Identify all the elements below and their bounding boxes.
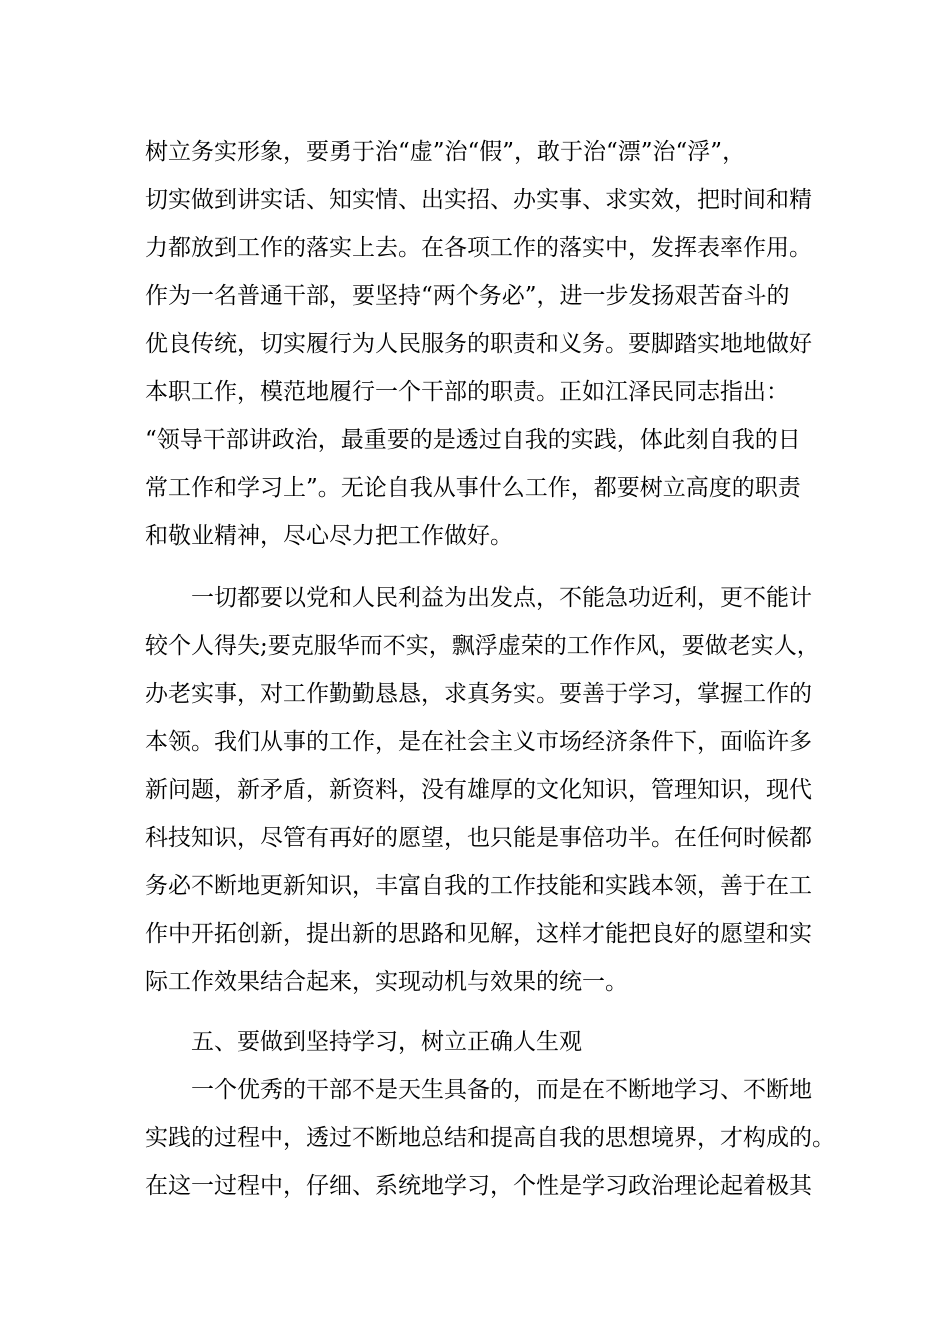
paragraph-start-line: 一个优秀的干部不是天生具备的，而是在不断地学习、不断地 bbox=[191, 1077, 812, 1103]
text-line: 较个人得失;要克服华而不实，飘浮虚荣的工作作风，要做老实人， bbox=[145, 633, 820, 659]
text-line: 优良传统，切实履行为人民服务的职责和义务。要脚踏实地地做好 bbox=[145, 331, 812, 357]
text-line: 和敬业精神，尽心尽力把工作做好。 bbox=[145, 523, 513, 549]
text-line: 本领。我们从事的工作，是在社会主义市场经济条件下，面临许多 bbox=[145, 729, 812, 755]
section-heading: 五、要做到坚持学习，树立正确人生观 bbox=[191, 1029, 582, 1055]
text-line: 新问题，新矛盾，新资料，没有雄厚的文化知识，管理知识，现代 bbox=[145, 777, 812, 803]
text-line: 科技知识，尽管有再好的愿望，也只能是事倍功半。在任何时候都 bbox=[145, 825, 812, 851]
text-line: 树立务实形象，要勇于治“虚”治“假”，敢于治“漂”治“浮”， bbox=[145, 139, 746, 165]
text-line: 常工作和学习上”。无论自我从事什么工作，都要树立高度的职责 bbox=[145, 475, 801, 501]
text-line: 作中开拓创新，提出新的思路和见解，这样才能把良好的愿望和实 bbox=[145, 921, 812, 947]
text-line: 作为一名普通干部，要坚持“两个务必”，进一步发扬艰苦奋斗的 bbox=[145, 283, 790, 309]
text-line: 力都放到工作的落实上去。在各项工作的落实中，发挥表率作用。 bbox=[145, 235, 812, 261]
text-line: 实践的过程中，透过不断地总结和提高自我的思想境界，才构成的。 bbox=[145, 1125, 835, 1151]
text-line: 本职工作，模范地履行一个干部的职责。正如江泽民同志指出： bbox=[145, 379, 789, 405]
text-line: 务必不断地更新知识，丰富自我的工作技能和实践本领，善于在工 bbox=[145, 873, 812, 899]
text-line: 在这一过程中，仔细、系统地学习，个性是学习政治理论起着极其 bbox=[145, 1173, 812, 1199]
text-line: 切实做到讲实话、知实情、出实招、办实事、求实效，把时间和精 bbox=[145, 187, 812, 213]
paragraph-start-line: 一切都要以党和人民利益为出发点，不能急功近利，更不能计 bbox=[191, 585, 812, 611]
text-line: 际工作效果结合起来，实现动机与效果的统一。 bbox=[145, 969, 628, 995]
text-line: 办老实事，对工作勤勤恳恳，求真务实。要善于学习，掌握工作的 bbox=[145, 681, 812, 707]
text-line: “领导干部讲政治，最重要的是透过自我的实践，体此刻自我的日 bbox=[145, 427, 801, 453]
